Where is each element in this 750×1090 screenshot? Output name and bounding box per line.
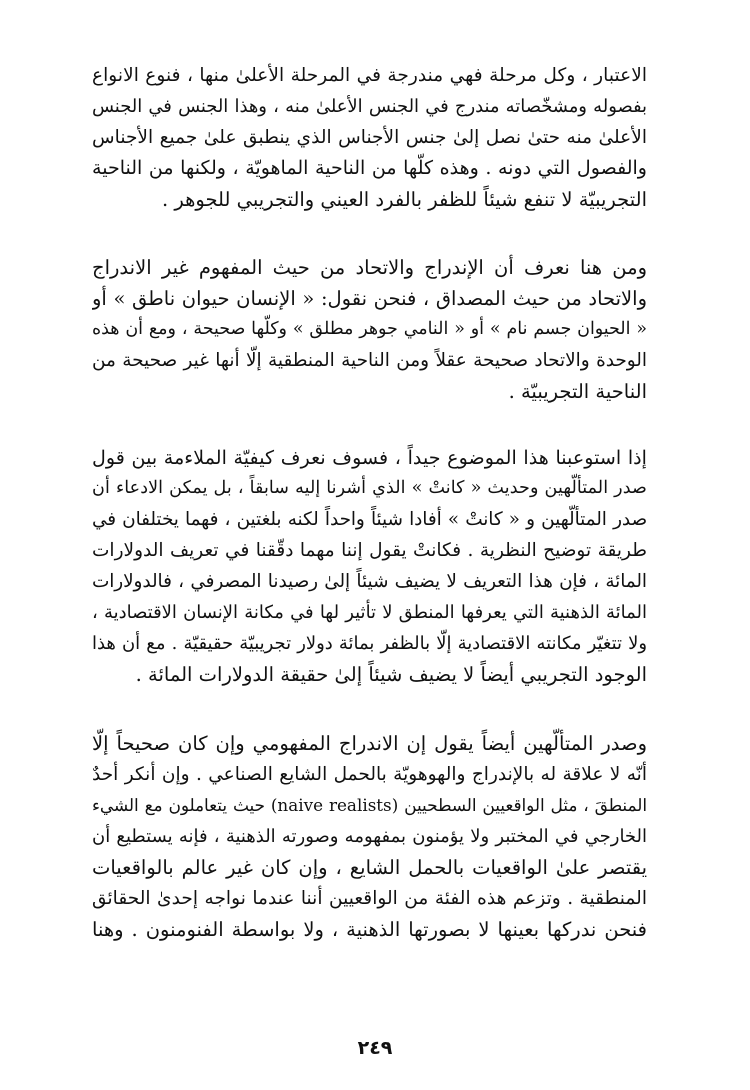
paragraph-2 <box>92 252 647 407</box>
page-number: ٢٤٩ <box>357 1037 393 1059</box>
text-line: صدر المتألّهين وحديث « كانتْ » الذي أشرنا إليه سابقاً ، بل يمكن الادعاء أن <box>92 478 647 498</box>
text-line: ومن هنا نعرف أن الإندراج والاتحاد من حيث المفهوم غير الاندراج <box>92 256 647 279</box>
text-line: والفصول التي دونه . وهذه كلّها من الناحية الماهويّة ، ولكنها من الناحية <box>92 157 647 179</box>
text-line: الأعلىٰ منه حتىٰ نصل إلىٰ جنس الأجناس الذي ينطبق علىٰ جميع الأجناس <box>92 127 647 148</box>
text-line: الوحدة والاتحاد صحيحة عقلاً ومن الناحية المنطقية إلّا أنها غير صحيحة من <box>92 350 647 371</box>
text-line: طريقة توضيح النظرية . فكانتْ يقول إننا مهما دقّقنا في تعريف الدولارات <box>92 540 647 561</box>
text-line: ولا تتغيّر مكانته الاقتصادية إلّا بالظفر بمائة دولار تجريبيّة حقيقيّة . مع أن هذا <box>92 633 647 654</box>
text-line: « الحيوان جسم نام » أو « النامي جوهر مطلق » وكلّها صحيحة ، ومع أن هذه <box>92 319 647 339</box>
text-line: المنطقَ ، مثل الواقعيين السطحيين (naive realists) حيث يتعاملون مع الشيء <box>92 795 647 815</box>
text-line: المائة ، فإن هذا التعريف لا يضيف شيئاً إلىٰ رصيدنا المصرفي ، فالدولارات <box>92 571 647 592</box>
text-line: بفصوله ومشخّصاته مندرج في الجنس الأعلىٰ منه ، وهذا الجنس في الجنس <box>92 96 647 117</box>
text-line: إذا استوعبنا هذا الموضوع جيداً ، فسوف نعرف كيفيّة الملاءمة بين قول <box>92 446 647 469</box>
text-line: يقتصر علىٰ الواقعيات بالحمل الشايع ، وإن كان غير عالم بالواقعيات <box>92 856 647 879</box>
text-line: الوجود التجريبي أيضاً لا يضيف شيئاً إلىٰ حقيقة الدولارات المائة . <box>135 663 647 686</box>
text-line: صدر المتألّهين و « كانتْ » أفادا شيئاً واحداً لكنه بلغتين ، فهما يختلفان في <box>92 509 647 530</box>
paragraph-3 <box>92 442 647 690</box>
text-line: الخارجي في المختبر ولا يؤمنون بمفهومه وصورته الذهنية ، فإنه يستطيع أن <box>92 826 647 847</box>
text-line: الاعتبار ، وكل مرحلة فهي مندرجة في المرحلة الأعلىٰ منها ، فنوع الانواع <box>92 65 647 86</box>
paragraph-4 <box>92 728 647 945</box>
text-line: والاتحاد من حيث المصداق ، فنحن نقول: « الإنسان حيوان ناطق » أو <box>92 287 647 310</box>
text-line: أنّه لا علاقة له بالإندراج والهوهويّة بالحمل الشايع الصناعي . وإن أنكر أحدٌ <box>92 764 647 785</box>
text-line: الناحية التجريبيّة . <box>508 380 647 403</box>
paragraph-1 <box>92 60 647 215</box>
text-line: وصدر المتألّهين أيضاً يقول إن الاندراج المفهومي وإن كان صحيحاً إلّا <box>92 732 647 755</box>
text-line: المائة الذهنية التي يعرفها المنطق لا تأثير لها في مكانة الإنسان الاقتصادية ، <box>92 602 647 623</box>
text-line: فنحن ندركها بعينها لا بصورتها الذهنية ، ولا بواسطة الفنومنون . وهنا <box>92 918 647 941</box>
text-line: المنطقية . وتزعم هذه الفئة من الواقعيين أننا عندما نواجه إحدىٰ الحقائق <box>92 888 647 909</box>
text-line: التجريبيّة لا تنفع شيئاً للظفر بالفرد العيني والتجريبي للجوهر . <box>161 188 647 211</box>
